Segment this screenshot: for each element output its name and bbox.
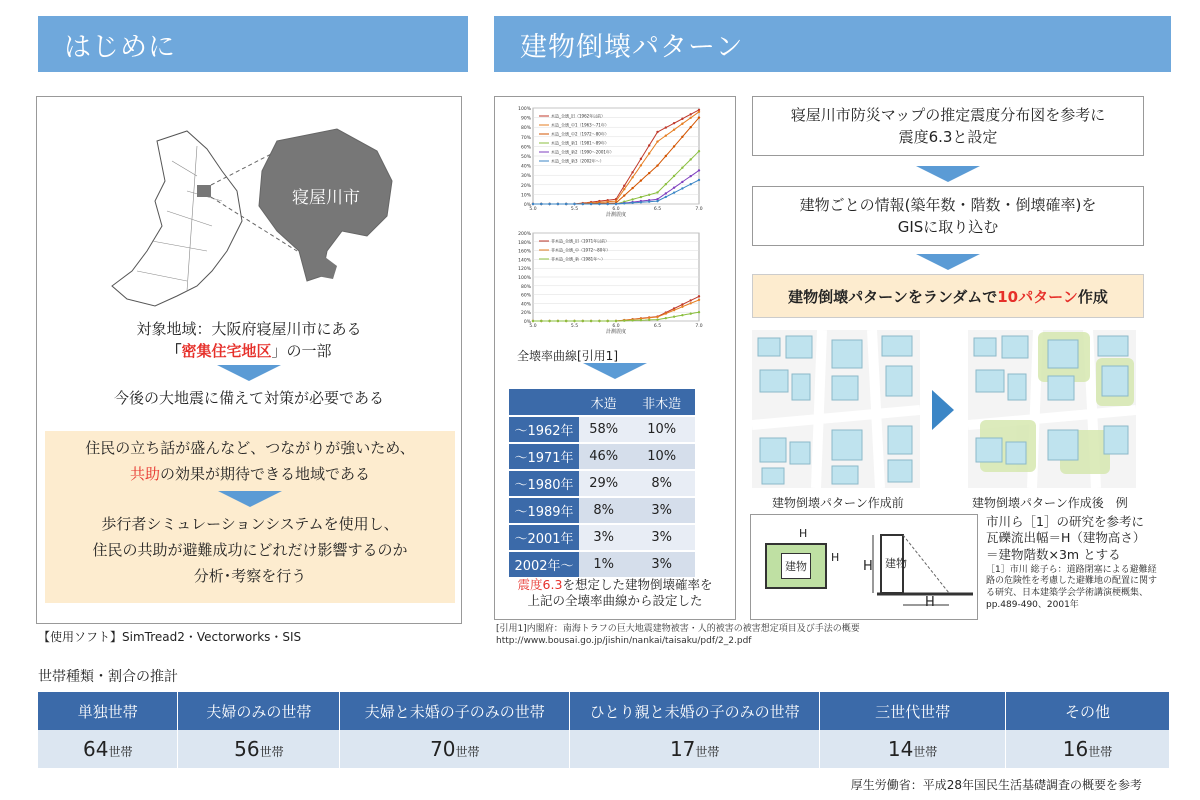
series-point — [681, 123, 683, 125]
series-point — [557, 320, 559, 322]
series-point — [665, 134, 667, 136]
rate-value: 1% — [579, 551, 628, 578]
household-count — [340, 730, 570, 768]
household-count — [820, 730, 1006, 768]
series-point — [582, 320, 584, 322]
household-header: 夫婦のみの世帯 — [178, 692, 340, 730]
series-point — [698, 116, 700, 118]
ten-patterns: 10パターン — [997, 287, 1078, 306]
series-point — [656, 191, 658, 193]
target-area-line2 — [37, 341, 461, 363]
curve-note — [495, 577, 735, 610]
rate-row — [509, 497, 695, 524]
curve-caption: 全壊率曲線[引用1] — [517, 349, 618, 363]
household-header: 三世代世帯 — [820, 692, 1006, 730]
series-point — [698, 179, 700, 181]
y-tick-label: 200% — [518, 232, 531, 237]
wooden-curve-chart — [507, 102, 707, 222]
series-point — [631, 202, 633, 204]
x-tick-label: 7.0 — [695, 324, 703, 329]
x-tick-label: 5.0 — [529, 207, 537, 212]
series-point — [673, 191, 675, 193]
series-point — [665, 183, 667, 185]
series-point — [532, 320, 534, 322]
section-h-horizontal: H — [925, 595, 935, 610]
need-text: 今後の大地震に備えて対策が必要である — [113, 389, 384, 407]
mutual-aid: 共助 — [129, 465, 160, 483]
rubble-line2: 瓦礫流出幅＝H（建物高さ） — [986, 530, 1146, 546]
household-count — [38, 730, 178, 768]
rate-value: 8% — [579, 497, 628, 524]
series-point — [681, 136, 683, 138]
series-point — [557, 203, 559, 205]
series-point — [690, 302, 692, 304]
x-axis-label: 計測震度 — [605, 329, 627, 335]
y-tick-label: 0% — [523, 203, 531, 208]
series-point — [598, 320, 600, 322]
series-point — [656, 140, 658, 142]
series-point — [681, 118, 683, 120]
rate-header-1: 木造 — [579, 389, 628, 416]
x-tick-label: 5.5 — [570, 324, 579, 329]
pattern-header: 建物倒壊パターン — [494, 16, 1171, 72]
series-point — [681, 303, 683, 305]
curve-note-line2: 上記の全壊率曲線から設定した — [527, 593, 703, 609]
series-point — [623, 194, 625, 196]
y-tick-label: 0% — [523, 320, 531, 325]
target-area-line1: 対象地域：大阪府寝屋川市にある — [136, 320, 362, 338]
legend-label: 木造_全壊_新3（2002年〜） — [551, 158, 604, 164]
step3-pre: 建物倒壊パターンをランダムで — [788, 287, 998, 306]
legend-label: 木造_全壊_中1（1963〜71年） — [551, 122, 609, 128]
series-point — [698, 169, 700, 171]
rate-value: 3% — [628, 551, 695, 578]
household-value: 14 — [887, 737, 914, 761]
arrow-down-icon — [916, 254, 980, 270]
series-point — [690, 117, 692, 119]
series-point — [690, 175, 692, 177]
rate-row — [509, 443, 695, 470]
before-label: 建物倒壊パターン作成前 — [772, 496, 904, 510]
rate-period: ～1980年 — [509, 470, 579, 497]
household-header: ひとり親と未婚の子のみの世帯 — [570, 692, 820, 730]
series-point — [681, 306, 683, 308]
series-point — [665, 155, 667, 157]
step1-line2: 震度6.3と設定 — [898, 128, 998, 146]
rate-header-0 — [509, 389, 579, 416]
household-unit: 世帯 — [259, 745, 284, 759]
rate-period: ～2001年 — [509, 524, 579, 551]
rubble-reference: ［1］市川 総子ら：道路閉塞による避難経路の危険性を考慮した避難地の配置に関する研究、日本建築学会学術講演梗概集、pp.489-490、2001年 — [986, 564, 1158, 610]
series-point — [690, 126, 692, 128]
arrow-down-icon — [583, 363, 647, 379]
nonwooden-curve-chart — [507, 227, 707, 339]
arrow-down-icon — [217, 365, 281, 381]
section-h-vertical: H — [863, 559, 873, 574]
household-value: 56 — [234, 737, 260, 761]
rate-row — [509, 470, 695, 497]
y-tick-label: 140% — [518, 258, 531, 264]
series-point — [698, 299, 700, 301]
series-point — [648, 172, 650, 174]
rate-value: 46% — [579, 443, 628, 470]
community-line1: 住民の立ち話が盛んなど、つながりが強いため、 — [85, 439, 415, 457]
map-after — [968, 330, 1136, 488]
x-axis-label: 計測震度 — [605, 212, 627, 218]
series-point — [690, 299, 692, 301]
software-note: 【使用ソフト】SimTread2・Vectorworks・SIS — [38, 630, 302, 644]
series-point — [640, 179, 642, 181]
rate-header-2: 非木造 — [628, 389, 695, 416]
series-point — [698, 311, 700, 313]
household-header: 単独世帯 — [38, 692, 178, 730]
series-point — [623, 202, 625, 204]
series-point — [548, 203, 550, 205]
series-point — [648, 194, 650, 196]
series-point — [640, 158, 642, 160]
y-tick-label: 70% — [520, 135, 531, 141]
series-point — [607, 320, 609, 322]
y-tick-label: 120% — [518, 267, 531, 273]
legend-label: 木造_全壊_旧（1962年以前） — [551, 113, 606, 119]
step3-box — [752, 274, 1144, 318]
osaka-map — [37, 101, 461, 311]
series-point — [573, 203, 575, 205]
household-value: 64 — [82, 737, 109, 761]
series-point — [573, 320, 575, 322]
series-point — [615, 203, 617, 205]
series-point — [631, 176, 633, 178]
community-line2-rest: の効果が期待できる地域である — [160, 465, 371, 483]
series-point — [673, 315, 675, 317]
rate-value: 58% — [579, 416, 628, 443]
collapse-rate-table — [509, 389, 695, 579]
series-point — [640, 319, 642, 321]
household-header: その他 — [1006, 692, 1170, 730]
series-point — [631, 319, 633, 321]
series-point — [615, 320, 617, 322]
rate-period: ～1962年 — [509, 416, 579, 443]
plan-h-top: H — [799, 527, 808, 540]
series-point — [648, 152, 650, 154]
legend-label: 非木造_全壊_新（1981年〜） — [551, 256, 606, 262]
series-point — [665, 317, 667, 319]
series-point — [648, 317, 650, 319]
intro-panel — [36, 96, 462, 624]
legend-label: 木造_全壊_新2（1990〜2001年） — [551, 149, 614, 155]
series-point — [640, 164, 642, 166]
step1-line1: 寝屋川市防災マップの推定震度分布図を参考に — [790, 105, 1106, 124]
y-tick-label: 180% — [518, 240, 531, 246]
y-tick-label: 30% — [520, 174, 531, 180]
x-tick-label: 6.5 — [653, 324, 662, 329]
legend-label: 非木造_全壊_中（1972〜80年） — [551, 247, 611, 253]
rate-period: ～1971年 — [509, 443, 579, 470]
y-tick-label: 100% — [518, 276, 531, 281]
series-point — [590, 320, 592, 322]
arrow-down-icon — [218, 491, 282, 507]
series-point — [665, 126, 667, 128]
series-point — [648, 319, 650, 321]
series-point — [656, 318, 658, 320]
legend-label: 木造_全壊_新1（1981〜89年） — [551, 140, 609, 146]
series-point — [548, 320, 550, 322]
series-point — [656, 200, 658, 202]
series-point — [631, 198, 633, 200]
household-value: 16 — [1062, 737, 1089, 761]
neyagawa-mini — [197, 185, 211, 197]
rate-value: 8% — [628, 470, 695, 497]
neyagawa-tail — [317, 251, 337, 279]
step2-line1: 建物ごとの情報(築年数・階数・倒壊確率)を — [799, 195, 1097, 214]
sim-line1: 歩行者シミュレーションシステムを使用し、 — [101, 515, 399, 533]
series-point — [582, 203, 584, 205]
rate-value: 3% — [628, 524, 695, 551]
series-point — [656, 131, 658, 133]
series-point — [698, 150, 700, 152]
legend-label: 木造_全壊_中2（1972〜80年） — [551, 131, 609, 137]
series-point — [673, 122, 675, 124]
plan-building-label: 建物 — [781, 553, 811, 579]
household-unit: 世帯 — [695, 745, 720, 759]
household-table — [38, 692, 1170, 768]
after-label: 建物倒壊パターン作成後 例 — [972, 496, 1128, 510]
series-point — [540, 203, 542, 205]
series-point — [640, 201, 642, 203]
rate-period: ～1989年 — [509, 497, 579, 524]
rubble-diagram — [750, 514, 978, 620]
household-header: 夫婦と未婚の子のみの世帯 — [340, 692, 570, 730]
series-point — [681, 187, 683, 189]
rate-row — [509, 524, 695, 551]
household-count — [178, 730, 340, 768]
x-tick-label: 6.0 — [612, 324, 620, 329]
rubble-rule — [986, 514, 1158, 612]
citation-url: http://www.bousai.go.jp/jishin/nankai/taisaku/pdf/2_2.pdf — [496, 635, 752, 646]
osaka-prefecture-shape — [112, 131, 242, 306]
step1-box — [752, 96, 1144, 156]
legend-label: 非木造_全壊_旧（1971年以前） — [551, 238, 610, 244]
series-point — [623, 320, 625, 322]
step3-post: 作成 — [1077, 287, 1108, 306]
sim-line2: 住民の共助が避難成功にどれだけ影響するのか — [92, 541, 408, 559]
series-point — [673, 128, 675, 130]
rubble-line3: ＝建物階数×3m とする — [986, 546, 1121, 562]
series-point — [623, 188, 625, 190]
series-point — [673, 186, 675, 188]
household-unit: 世帯 — [913, 745, 938, 759]
community-box — [45, 431, 455, 603]
y-tick-label: 80% — [520, 284, 531, 290]
map-label: 寝屋川市 — [292, 188, 360, 208]
intro-header: はじめに — [38, 16, 468, 72]
series-point — [640, 196, 642, 198]
rubble-line1: 市川ら［1］の研究を参考に — [986, 514, 1144, 529]
bracket-open: 「 — [166, 341, 182, 360]
series-point — [690, 312, 692, 314]
rate-row — [509, 416, 695, 443]
series-point — [623, 185, 625, 187]
series-point — [590, 203, 592, 205]
household-unit: 世帯 — [108, 745, 133, 759]
household-unit: 世帯 — [455, 745, 480, 759]
y-tick-label: 20% — [520, 183, 531, 189]
series-point — [532, 203, 534, 205]
series-point — [656, 164, 658, 166]
rate-period: 2002年～ — [509, 551, 579, 578]
rate-row — [509, 551, 695, 578]
y-tick-label: 10% — [520, 193, 531, 199]
series-point — [673, 145, 675, 147]
series-point — [698, 111, 700, 113]
series-point — [565, 320, 567, 322]
community-line2 — [45, 461, 455, 487]
plan-building — [765, 543, 827, 589]
series-point — [631, 171, 633, 173]
series-point — [540, 320, 542, 322]
household-value: 70 — [430, 737, 456, 761]
rate-value: 3% — [628, 497, 695, 524]
household-count — [1006, 730, 1170, 768]
dense-district: 密集住宅地区 — [181, 341, 272, 360]
target-area-suffix: 」の一部 — [271, 341, 332, 360]
x-tick-label: 5.5 — [570, 207, 579, 212]
y-tick-label: 20% — [520, 311, 531, 317]
x-tick-label: 6.0 — [612, 207, 620, 212]
household-unit: 世帯 — [1088, 745, 1113, 759]
household-count — [570, 730, 820, 768]
series-point — [665, 192, 667, 194]
x-tick-label: 6.5 — [653, 207, 662, 212]
arrow-down-icon — [916, 166, 980, 182]
series-point — [648, 200, 650, 202]
series-point — [598, 203, 600, 205]
y-tick-label: 160% — [518, 249, 531, 255]
series-point — [690, 113, 692, 115]
household-title: 世帯種類・割合の推計 — [38, 669, 178, 685]
series-point — [690, 158, 692, 160]
next-arrow-icon — [932, 390, 956, 430]
household-source: 厚生労働省：平成28年国民生活基礎調査の概要を参考 — [850, 778, 1142, 792]
citation-line1: [引用1]内閣府：南海トラフの巨大地震建物被害・人的被害の被害想定項目及び手法の概要 — [496, 624, 860, 634]
step2-line2: GISに取り込む — [897, 218, 999, 236]
rate-value: 10% — [628, 416, 695, 443]
series-point — [656, 316, 658, 318]
section-building-label: 建物 — [885, 557, 907, 570]
series-point — [648, 144, 650, 146]
sim-line3: 分析･考察を行う — [193, 567, 307, 585]
rate-value: 29% — [579, 470, 628, 497]
y-tick-label: 50% — [520, 155, 531, 160]
x-tick-label: 5.0 — [529, 324, 537, 329]
series-point — [681, 167, 683, 169]
series-point — [681, 181, 683, 183]
y-tick-label: 100% — [518, 107, 531, 112]
series-point — [665, 312, 667, 314]
step2-box — [752, 186, 1144, 246]
series-point — [698, 295, 700, 297]
intensity-value: 震度6.3 — [517, 577, 563, 592]
rate-value: 10% — [628, 443, 695, 470]
household-value: 17 — [669, 737, 696, 761]
series-point — [690, 183, 692, 185]
y-tick-label: 60% — [520, 293, 531, 299]
series-point — [565, 203, 567, 205]
y-tick-label: 40% — [520, 164, 531, 170]
rate-value: 3% — [579, 524, 628, 551]
series-point — [665, 196, 667, 198]
series-point — [631, 187, 633, 189]
y-tick-label: 60% — [520, 145, 531, 151]
y-tick-label: 80% — [520, 126, 531, 132]
plan-h-right: H — [831, 551, 840, 564]
curves-panel — [494, 96, 736, 620]
y-tick-label: 90% — [520, 116, 531, 122]
x-tick-label: 7.0 — [695, 207, 703, 212]
series-point — [681, 314, 683, 316]
curve-note-rest: を想定した建物倒壊確率を — [562, 577, 713, 592]
series-point — [673, 175, 675, 177]
series-point — [673, 309, 675, 311]
map-before — [752, 330, 920, 488]
series-point — [607, 203, 609, 205]
y-tick-label: 40% — [520, 302, 531, 308]
citation — [496, 624, 860, 647]
